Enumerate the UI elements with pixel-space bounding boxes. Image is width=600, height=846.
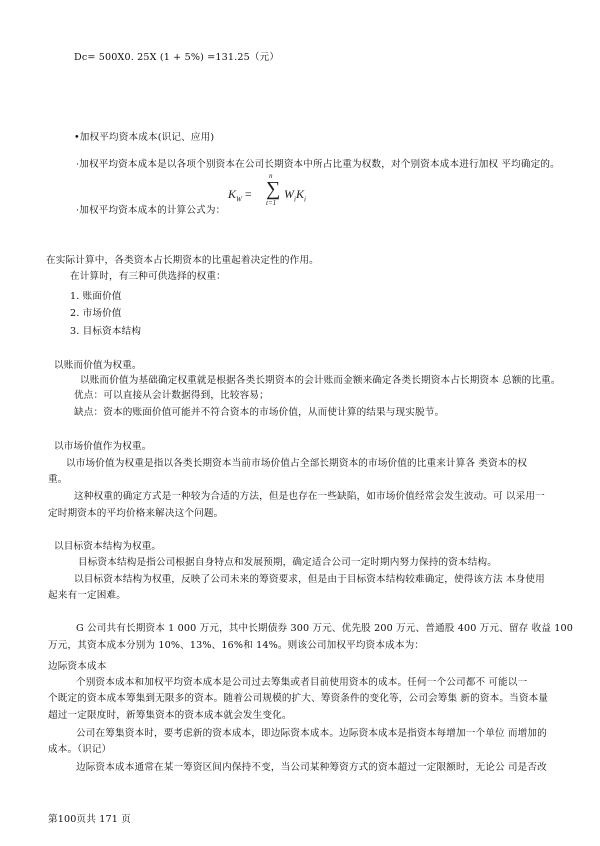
marginal-cost-para1: 个别资本成本和加权平均资本成本是公司过去筹集或者目前使用资本的成本。任何一个公司都不 可能以一	[76, 677, 528, 688]
dividend-calculation-line: Dc= 500X0. 25X (1 + 5%) =131.25（元）	[74, 52, 280, 63]
book-value-disadvantage: 缺点：资本的账面价值可能并不符合资本的市场价值，从而使计算的结果与现实脱节。	[74, 407, 445, 418]
market-value-evaluation-cont: 定时期资本的平均价格来解决这个问题。	[48, 508, 224, 519]
formula-term: $W_iK_i$	[284, 187, 306, 204]
marginal-cost-para2-cont: 成本。（识记）	[48, 744, 112, 755]
book-value-advantage: 优点：可以直接从会计数据得到，比较容易；	[74, 390, 269, 401]
list-item: 2. 市场价值	[70, 308, 122, 319]
market-value-evaluation: 这种权重的确定方式是一种较为合适的方法，但是也存在一些缺陷，如市场价值经常会发生波动。可 以采用一	[74, 491, 545, 502]
section-heading-target-structure: 以目标资本结构为权重。	[54, 541, 162, 552]
marginal-cost-para1-end: 超过一定限度时，新筹集资本的资本成本就会发生变化。	[48, 710, 292, 721]
marginal-cost-para1-cont: 个既定的资本成本筹集到无限多的资本。随着公司规模的扩大、筹资条件的变化等，公司会筹集 新的资本。当资本量	[48, 693, 549, 704]
target-structure-evaluation: 以目标资本结构为权重，反映了公司未来的筹资要求，但是由于目标资本结构较难确定，使得该方法 本身使用	[74, 574, 545, 585]
wacc-formula	[228, 172, 358, 215]
summation-symbol: ∑	[266, 178, 281, 200]
market-value-description-cont: 重。	[48, 474, 68, 485]
list-item: 3. 目标资本结构	[70, 326, 142, 337]
list-item: 1. 账面价值	[70, 291, 122, 302]
weights-options-intro: 在计算时，有三种可供选择的权重：	[70, 271, 226, 282]
example-problem: G 公司共有长期资本 1 000 万元，其中长期债券 300 万元、优先股 200 万元、普通股 400 万元、留存 收益 100	[76, 623, 574, 634]
target-structure-definition: 目标资本结构是指公司根据自身特点和发展预期，确定适合公司一定时期内努力保持的资本结构。	[78, 557, 497, 568]
section-heading-book-value: 以账而价值为权重。	[54, 360, 142, 371]
marginal-cost-para3: 边际资本成本通常在某一筹资区间内保持不变，当公司某种筹资方式的资本超过一定限额时，无论公 司是否改	[76, 762, 547, 773]
marginal-cost-para2: 公司在筹集资本时，要考虑新的资本成本，即边际资本成本。边际资本成本是指资本每增加一个单位 而增加的	[76, 728, 547, 739]
weights-importance: 在实际计算中，各类资本占长期资本的比重起着决定性的作用。	[46, 255, 319, 266]
target-structure-evaluation-cont: 起来有一定困难。	[48, 590, 126, 601]
wacc-formula-intro: ·加权平均资本成本的计算公式为：	[76, 205, 226, 216]
sum-lower-limit: t=1	[266, 199, 277, 207]
wacc-definition: ·加权平均资本成本是以各项个别资本在公司长期资本中所占比重为权数，对个别资本成本进行加权 平均确定的。	[76, 159, 560, 170]
book-value-description: 以账而价值为基础确定权重就是根据各类长期资本的会计账而金额来确定各类长期资本占长期资本 总额的比重。	[80, 375, 561, 386]
formula-lhs: $K_W$ =	[228, 187, 252, 204]
market-value-description: 以市场价值为权重是指以各类长期资本当前市场价值占全部长期资本的市场价值的比重来计算各 类资本的权	[66, 458, 528, 469]
sum-upper-limit: n	[269, 172, 273, 180]
page-footer: 第100页共 171 页	[48, 814, 131, 825]
section-heading-marginal-cost: 边际资本成本	[48, 661, 107, 672]
section-heading-market-value: 以市场价值作为权重。	[54, 441, 152, 452]
example-problem-cont: 万元，其资本成本分别为 10%、13%、16%和 14%。则该公司加权平均资本成本为：	[48, 640, 425, 651]
section-heading-wacc: •加权平均资本成本(识记、应用)	[74, 132, 215, 143]
